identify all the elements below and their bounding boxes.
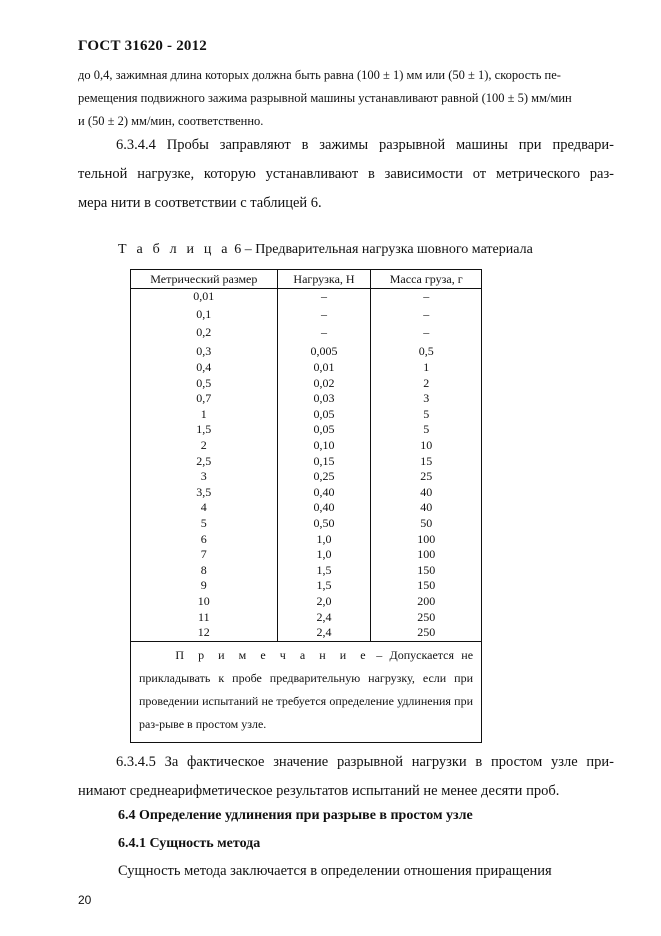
- last-paragraph: Сущность метода заключается в определении отношения приращения: [118, 863, 552, 879]
- cell-load: 0,05: [277, 407, 371, 423]
- cell-metric-size: 0,4: [131, 360, 278, 376]
- cell-metric-size: 0,1: [131, 305, 278, 324]
- table-row: [131, 342, 482, 361]
- cell-load: 2,4: [277, 625, 371, 641]
- cell-mass: 2: [371, 376, 482, 392]
- cell-mass: 5: [371, 422, 482, 438]
- note-label: П р и м е ч а н и е: [175, 647, 369, 662]
- heading-6-4-1: 6.4.1 Сущность метода: [118, 836, 261, 851]
- table-row: [131, 516, 482, 532]
- cell-mass: 200: [371, 594, 482, 610]
- cell-mass: –: [371, 305, 482, 324]
- cell-mass: 150: [371, 578, 482, 594]
- cell-load: 2,0: [277, 594, 371, 610]
- cell-mass: –: [371, 323, 482, 342]
- cell-metric-size: 10: [131, 594, 278, 610]
- cell-metric-size: 8: [131, 563, 278, 579]
- note-text: – Допускается не прикладывать к пробе предварительную нагрузку, если при проведении испытаний не требуется определение удлинения при раз-рыве в простом узле.: [139, 647, 474, 731]
- cell-metric-size: 12: [131, 625, 278, 641]
- p6344-line-1: 6.3.4.4 Пробы заправляют в зажимы разрывной машины при предвари-: [116, 137, 614, 153]
- table-row: [131, 305, 482, 324]
- cell-metric-size: 0,3: [131, 342, 278, 361]
- cell-load: –: [277, 305, 371, 324]
- cell-mass: 0,5: [371, 342, 482, 361]
- table-row: [131, 500, 482, 516]
- table-row: [131, 578, 482, 594]
- table-row: [131, 407, 482, 423]
- page-number: 20: [78, 893, 92, 907]
- table-row: [131, 454, 482, 470]
- cell-metric-size: 1,5: [131, 422, 278, 438]
- table-row: [131, 422, 482, 438]
- p6345-line-2: нимают среднеарифметическое результатов испытаний не менее десяти проб.: [78, 783, 560, 799]
- cell-mass: 250: [371, 610, 482, 626]
- table-row: [131, 469, 482, 485]
- cell-load: –: [277, 323, 371, 342]
- cell-mass: 40: [371, 500, 482, 516]
- table-row: [131, 376, 482, 392]
- table-row: [131, 594, 482, 610]
- p6344-line-2: тельной нагрузке, которую устанавливают в зависимости от метрического раз-: [78, 166, 614, 182]
- cell-load: 0,10: [277, 438, 371, 454]
- intro-paragraph: [78, 64, 618, 133]
- cell-mass: 3: [371, 391, 482, 407]
- cell-mass: 100: [371, 532, 482, 548]
- cell-load: 0,005: [277, 342, 371, 361]
- cell-mass: 250: [371, 625, 482, 641]
- header-metric-size: Метрический размер: [131, 270, 278, 289]
- table-note-row: [131, 641, 482, 742]
- cell-mass: 5: [371, 407, 482, 423]
- table-row: [131, 360, 482, 376]
- cell-load: –: [277, 289, 371, 305]
- document-header: ГОСТ 31620 - 2012: [78, 38, 208, 54]
- cell-load: 1,5: [277, 578, 371, 594]
- table-row: [131, 289, 482, 305]
- table-caption-label: Т а б л и ц а: [118, 242, 231, 257]
- table-header-row: [131, 270, 482, 289]
- table-row: [131, 391, 482, 407]
- cell-mass: 100: [371, 547, 482, 563]
- cell-mass: 25: [371, 469, 482, 485]
- header-mass: Масса груза, г: [371, 270, 482, 289]
- table-row: [131, 438, 482, 454]
- cell-mass: 10: [371, 438, 482, 454]
- cell-load: 1,5: [277, 563, 371, 579]
- cell-metric-size: 0,2: [131, 323, 278, 342]
- table-row: [131, 625, 482, 641]
- p6344-line-3: мера нити в соответствии с таблицей 6.: [78, 195, 322, 211]
- cell-metric-size: 7: [131, 547, 278, 563]
- cell-load: 0,05: [277, 422, 371, 438]
- table-row: [131, 610, 482, 626]
- cell-load: 0,03: [277, 391, 371, 407]
- cell-metric-size: 6: [131, 532, 278, 548]
- cell-metric-size: 0,01: [131, 289, 278, 305]
- table-body: [131, 289, 482, 642]
- cell-mass: 40: [371, 485, 482, 501]
- table-row: [131, 563, 482, 579]
- intro-line-2: ремещения подвижного зажима разрывной машины устанавливают равной (100 ± 5) мм/мин: [78, 91, 572, 105]
- preload-table: [130, 269, 482, 743]
- table-row: [131, 323, 482, 342]
- cell-metric-size: 1: [131, 407, 278, 423]
- table-row: [131, 485, 482, 501]
- intro-line-1: до 0,4, зажимная длина которых должна быть равна (100 ± 1) мм или (50 ± 1), скорость пе-: [78, 68, 561, 82]
- cell-load: 2,4: [277, 610, 371, 626]
- table-caption: [118, 242, 533, 258]
- table-row: [131, 532, 482, 548]
- paragraph-6-3-4-4: [78, 131, 614, 218]
- cell-load: 0,01: [277, 360, 371, 376]
- heading-6-4: 6.4 Определение удлинения при разрыве в простом узле: [118, 808, 473, 823]
- cell-load: 0,40: [277, 485, 371, 501]
- header-load: Нагрузка, Н: [277, 270, 371, 289]
- cell-mass: 50: [371, 516, 482, 532]
- cell-metric-size: 4: [131, 500, 278, 516]
- intro-line-3: и (50 ± 2) мм/мин, соответственно.: [78, 114, 264, 128]
- cell-load: 0,25: [277, 469, 371, 485]
- paragraph-6-3-4-5: [78, 748, 614, 806]
- cell-metric-size: 3: [131, 469, 278, 485]
- cell-mass: 150: [371, 563, 482, 579]
- table-note: [131, 641, 482, 742]
- cell-load: 0,02: [277, 376, 371, 392]
- cell-metric-size: 0,5: [131, 376, 278, 392]
- cell-load: 0,40: [277, 500, 371, 516]
- cell-metric-size: 2,5: [131, 454, 278, 470]
- cell-load: 1,0: [277, 532, 371, 548]
- cell-metric-size: 0,7: [131, 391, 278, 407]
- table-caption-text: 6 – Предварительная нагрузка шовного материала: [230, 242, 533, 257]
- cell-metric-size: 9: [131, 578, 278, 594]
- cell-mass: –: [371, 289, 482, 305]
- cell-metric-size: 2: [131, 438, 278, 454]
- cell-metric-size: 5: [131, 516, 278, 532]
- cell-load: 0,15: [277, 454, 371, 470]
- table-row: [131, 547, 482, 563]
- cell-mass: 15: [371, 454, 482, 470]
- cell-load: 1,0: [277, 547, 371, 563]
- cell-metric-size: 3,5: [131, 485, 278, 501]
- p6345-line-1: 6.3.4.5 За фактическое значение разрывной нагрузки в простом узле при-: [116, 754, 614, 770]
- cell-mass: 1: [371, 360, 482, 376]
- cell-metric-size: 11: [131, 610, 278, 626]
- cell-load: 0,50: [277, 516, 371, 532]
